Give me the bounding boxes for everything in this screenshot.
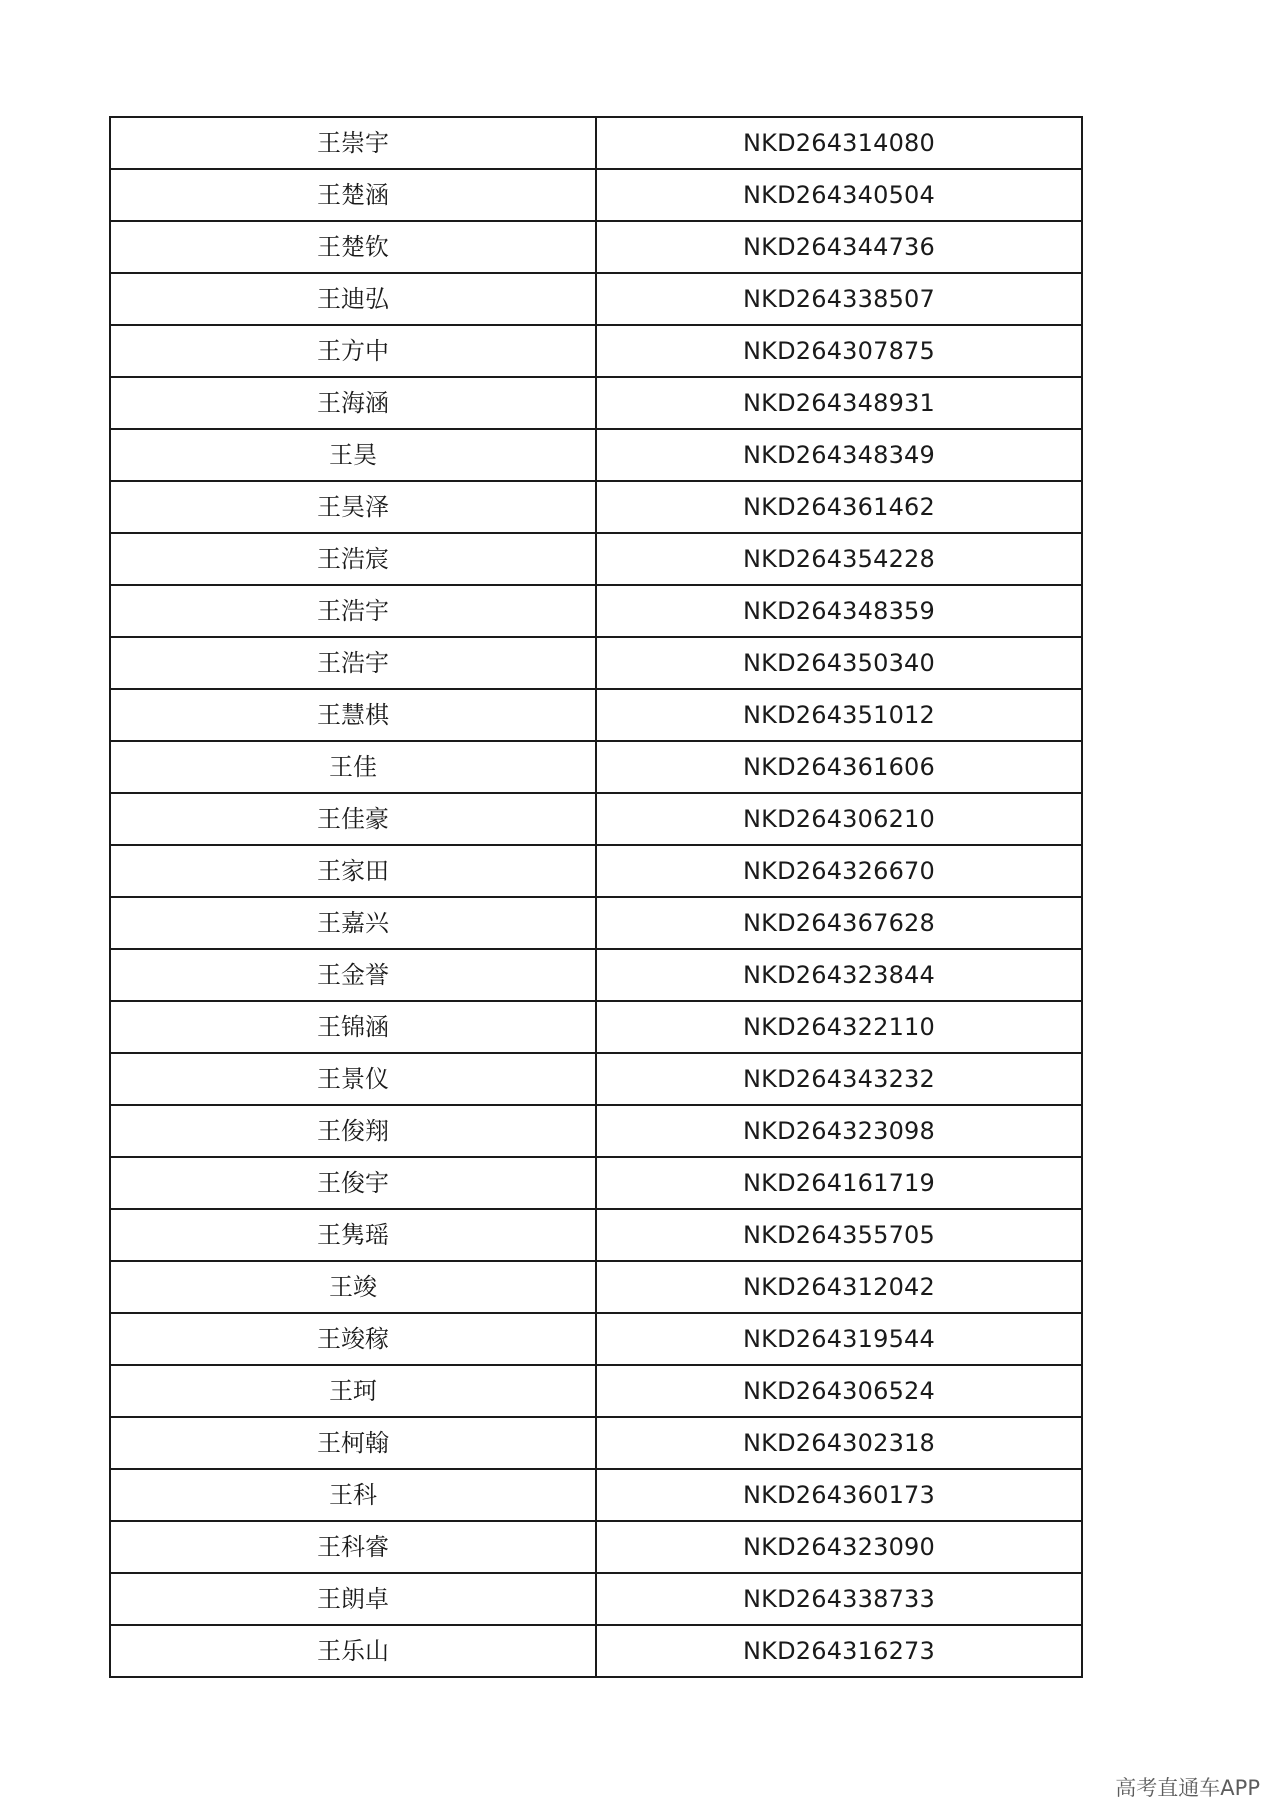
student-name: 王浩宸 (110, 533, 596, 585)
student-name: 王迪弘 (110, 273, 596, 325)
table-row (110, 117, 1082, 169)
table-row (110, 1313, 1082, 1365)
student-name: 王隽瑶 (110, 1209, 596, 1261)
registration-id: NKD264307875 (596, 325, 1082, 377)
registration-id: NKD264348931 (596, 377, 1082, 429)
registration-id: NKD264312042 (596, 1261, 1082, 1313)
table-row (110, 1261, 1082, 1313)
table-row (110, 533, 1082, 585)
table-row (110, 1209, 1082, 1261)
registration-id: NKD264306210 (596, 793, 1082, 845)
registration-id: NKD264319544 (596, 1313, 1082, 1365)
registration-id: NKD264338733 (596, 1573, 1082, 1625)
registration-id: NKD264354228 (596, 533, 1082, 585)
table-row (110, 377, 1082, 429)
student-name: 王昊泽 (110, 481, 596, 533)
student-name: 王俊宇 (110, 1157, 596, 1209)
student-name: 王崇宇 (110, 117, 596, 169)
student-name: 王佳豪 (110, 793, 596, 845)
student-name: 王景仪 (110, 1053, 596, 1105)
table-row (110, 1625, 1082, 1677)
student-name: 王慧棋 (110, 689, 596, 741)
registration-id: NKD264323090 (596, 1521, 1082, 1573)
table-row (110, 1105, 1082, 1157)
student-name: 王锦涵 (110, 1001, 596, 1053)
registration-id: NKD264161719 (596, 1157, 1082, 1209)
table-row (110, 429, 1082, 481)
table-row (110, 325, 1082, 377)
student-name: 王楚涵 (110, 169, 596, 221)
registration-id: NKD264348349 (596, 429, 1082, 481)
registration-id: NKD264351012 (596, 689, 1082, 741)
student-name: 王佳 (110, 741, 596, 793)
table-row (110, 845, 1082, 897)
table-row (110, 637, 1082, 689)
table-row (110, 1157, 1082, 1209)
registration-id: NKD264322110 (596, 1001, 1082, 1053)
watermark: 高考直通车APP (1115, 1776, 1260, 1800)
registration-id: NKD264323844 (596, 949, 1082, 1001)
student-name: 王珂 (110, 1365, 596, 1417)
student-name: 王方中 (110, 325, 596, 377)
student-name: 王朗卓 (110, 1573, 596, 1625)
registration-id: NKD264343232 (596, 1053, 1082, 1105)
student-name: 王乐山 (110, 1625, 596, 1677)
student-name: 王海涵 (110, 377, 596, 429)
registration-id: NKD264306524 (596, 1365, 1082, 1417)
registration-id: NKD264361462 (596, 481, 1082, 533)
registration-id: NKD264360173 (596, 1469, 1082, 1521)
student-name: 王浩宇 (110, 637, 596, 689)
table-row (110, 1417, 1082, 1469)
table-row (110, 481, 1082, 533)
registration-id: NKD264340504 (596, 169, 1082, 221)
table-row (110, 1053, 1082, 1105)
table-row (110, 273, 1082, 325)
registration-id: NKD264316273 (596, 1625, 1082, 1677)
registration-id: NKD264326670 (596, 845, 1082, 897)
registration-id: NKD264314080 (596, 117, 1082, 169)
registration-id: NKD264344736 (596, 221, 1082, 273)
student-name: 王楚钦 (110, 221, 596, 273)
registration-id: NKD264302318 (596, 1417, 1082, 1469)
table-row (110, 793, 1082, 845)
table-row (110, 741, 1082, 793)
student-name: 王科睿 (110, 1521, 596, 1573)
student-name: 王竣稼 (110, 1313, 596, 1365)
registration-id: NKD264367628 (596, 897, 1082, 949)
registration-id: NKD264348359 (596, 585, 1082, 637)
table-row (110, 689, 1082, 741)
student-name: 王竣 (110, 1261, 596, 1313)
registration-id: NKD264355705 (596, 1209, 1082, 1261)
table-row (110, 585, 1082, 637)
student-name: 王金誉 (110, 949, 596, 1001)
student-name: 王嘉兴 (110, 897, 596, 949)
table-row (110, 1001, 1082, 1053)
student-name: 王柯翰 (110, 1417, 596, 1469)
table-row (110, 949, 1082, 1001)
table-row (110, 221, 1082, 273)
table-row (110, 1521, 1082, 1573)
registration-id: NKD264361606 (596, 741, 1082, 793)
registration-id: NKD264350340 (596, 637, 1082, 689)
table-row (110, 1469, 1082, 1521)
student-name: 王浩宇 (110, 585, 596, 637)
roster-table (109, 116, 1083, 1678)
table-row (110, 897, 1082, 949)
table-row (110, 1573, 1082, 1625)
table-row (110, 1365, 1082, 1417)
registration-id: NKD264323098 (596, 1105, 1082, 1157)
table-row (110, 169, 1082, 221)
student-name: 王昊 (110, 429, 596, 481)
student-name: 王家田 (110, 845, 596, 897)
student-name: 王俊翔 (110, 1105, 596, 1157)
registration-id: NKD264338507 (596, 273, 1082, 325)
student-name: 王科 (110, 1469, 596, 1521)
